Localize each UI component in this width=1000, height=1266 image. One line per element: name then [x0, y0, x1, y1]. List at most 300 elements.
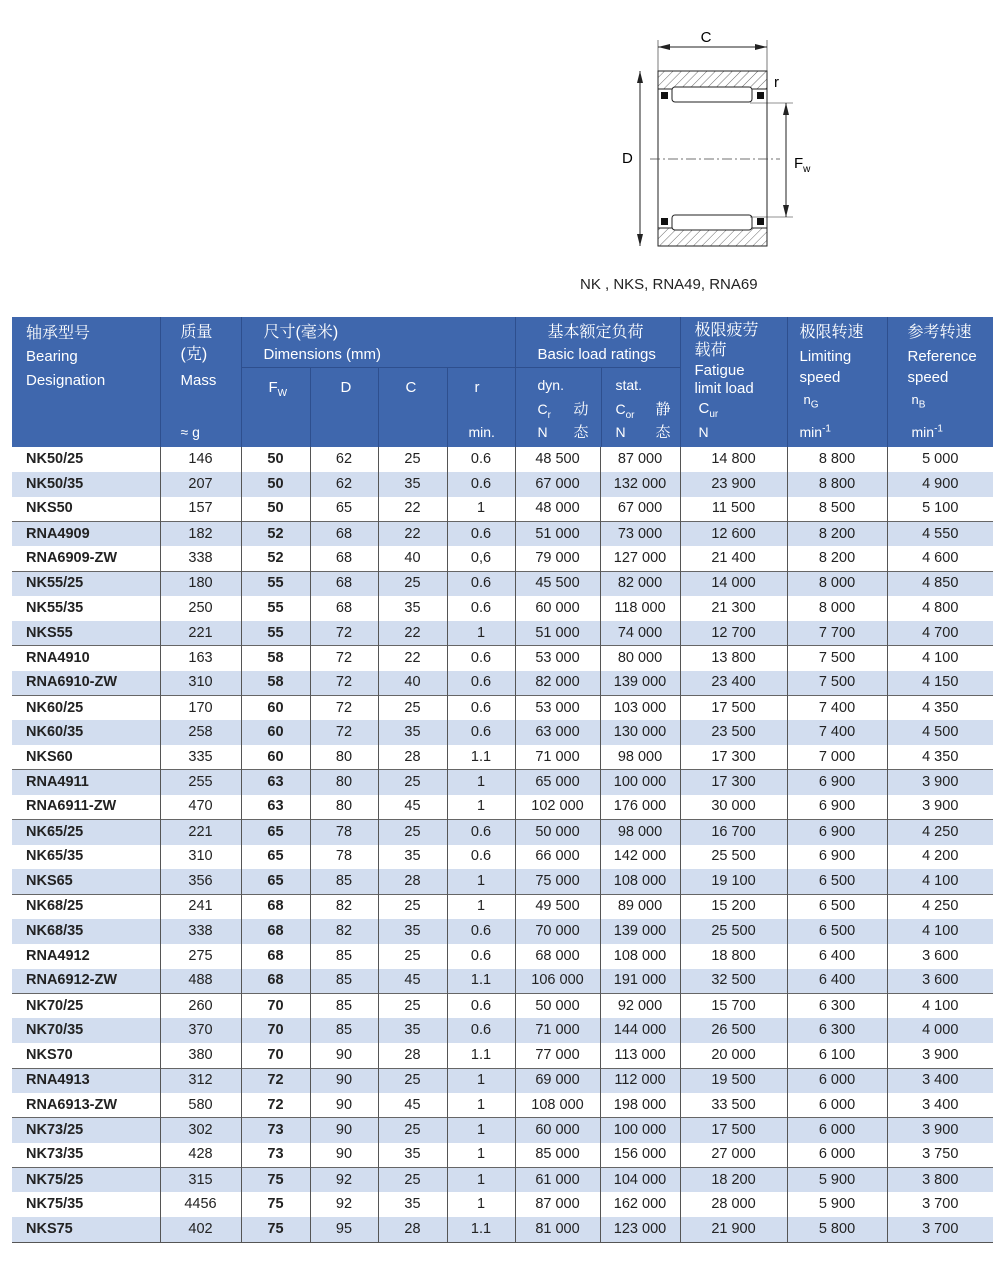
cell-dyn-load: 61 000	[515, 1167, 600, 1192]
cell-d: 72	[310, 646, 378, 671]
cell-designation: RNA6910-ZW	[12, 671, 160, 696]
cell-reference-speed: 3 700	[887, 1192, 993, 1217]
reference-unit: $\min^{-1}$	[911, 423, 943, 440]
cell-fatigue-load: 12 700	[680, 621, 787, 646]
dim-d-header: D	[340, 379, 352, 396]
cell-stat-load: 74 000	[600, 621, 680, 646]
cell-stat-load: 191 000	[600, 969, 680, 994]
cell-r: 0.6	[447, 695, 515, 720]
cell-stat-load: 139 000	[600, 671, 680, 696]
fatigue-en2: limit load	[694, 380, 754, 397]
cell-mass: 207	[160, 472, 241, 497]
cell-designation: NK65/25	[12, 820, 160, 845]
cell-c: 25	[378, 1118, 447, 1143]
table-row	[12, 671, 993, 696]
cell-stat-load: 112 000	[600, 1068, 680, 1093]
cell-designation: RNA4913	[12, 1068, 160, 1093]
table-row	[12, 969, 993, 994]
cell-designation: NK70/25	[12, 994, 160, 1019]
header-dimensions	[241, 317, 515, 447]
cell-fatigue-load: 14 800	[680, 447, 787, 472]
cell-stat-load: 73 000	[600, 522, 680, 547]
bearing-series-caption: NK , NKS, RNA49, RNA69	[580, 276, 758, 293]
cell-dyn-load: 106 000	[515, 969, 600, 994]
cell-c: 25	[378, 695, 447, 720]
header-mass	[160, 317, 241, 447]
cell-r: 1	[447, 770, 515, 795]
cell-fatigue-load: 20 000	[680, 1043, 787, 1068]
cell-designation: NKS65	[12, 869, 160, 894]
cell-fatigue-load: 15 200	[680, 894, 787, 919]
cell-designation: NK73/35	[26, 1146, 84, 1163]
cell-designation: NK68/25	[12, 894, 160, 919]
cell-dyn-load: 85 000	[515, 1143, 600, 1168]
cell-limiting-speed: 6 900	[787, 770, 887, 795]
cell-d: 90	[310, 1093, 378, 1118]
cell-dyn-load: 66 000	[515, 845, 600, 870]
cell-c: 25	[378, 820, 447, 845]
dimensions-en: Dimensions (mm)	[263, 346, 382, 363]
limiting-en2: speed	[799, 369, 841, 386]
cell-d: 68	[310, 546, 378, 571]
cell-limiting-speed: 6 100	[787, 1043, 887, 1068]
cell-c: 22	[378, 621, 447, 646]
cell-mass: 315	[160, 1167, 241, 1192]
cell-dyn-load: 75 000	[515, 869, 600, 894]
cell-fw: 72	[241, 1093, 310, 1118]
cell-stat-load: 144 000	[600, 1018, 680, 1043]
cell-limiting-speed: 5 900	[787, 1167, 887, 1192]
cell-limiting-speed: 6 000	[787, 1093, 887, 1118]
cell-fw: 50	[241, 447, 310, 472]
cell-fw: 52	[241, 522, 310, 547]
cell-stat-load: 113 000	[600, 1043, 680, 1068]
cell-fatigue-load: 19 100	[680, 869, 787, 894]
table-row	[12, 472, 993, 497]
cell-c: 35	[378, 472, 447, 497]
cell-dyn-load: 108 000	[515, 1093, 600, 1118]
load-en: Basic load ratings	[537, 346, 656, 363]
table-row	[12, 695, 993, 720]
reference-en2: speed	[907, 369, 949, 386]
table-row	[12, 1167, 993, 1192]
cell-dyn-load: 53 000	[515, 646, 600, 671]
table-row	[12, 571, 993, 596]
cell-r: 0.6	[447, 919, 515, 944]
cell-fw: 63	[241, 795, 310, 820]
cell-mass: 170	[160, 695, 241, 720]
cell-designation: NK73/25	[12, 1118, 160, 1143]
cell-designation: NKS55	[12, 621, 160, 646]
cell-limiting-speed: 7 700	[787, 621, 887, 646]
cell-dyn-load: 71 000	[515, 1018, 600, 1043]
cell-dyn-load: 70 000	[515, 919, 600, 944]
cell-c: 35	[378, 919, 447, 944]
cell-fatigue-load: 17 500	[680, 1118, 787, 1143]
cell-dyn-load: 60 000	[515, 596, 600, 621]
cell-d: 72	[310, 695, 378, 720]
table-row	[12, 596, 993, 621]
cell-d: 92	[310, 1192, 378, 1217]
table-row	[12, 795, 993, 820]
load-stat-zh1: 静	[655, 401, 671, 418]
cell-fw: 60	[241, 745, 310, 770]
cell-limiting-speed: 5 900	[787, 1192, 887, 1217]
cell-designation: RNA6912-ZW	[12, 969, 160, 994]
cell-mass: 356	[160, 869, 241, 894]
cell-r: 1	[447, 1068, 515, 1093]
cell-mass: 146	[160, 447, 241, 472]
cell-designation: RNA6913-ZW	[26, 1096, 118, 1113]
cell-c: 28	[378, 869, 447, 894]
dim-r-header: r	[474, 379, 480, 396]
dimensions-zh: 尺寸(毫米)	[263, 324, 339, 341]
cell-fw: 65	[241, 845, 310, 870]
bearing-spec-table	[12, 317, 993, 1243]
header-basic-load-ratings	[515, 317, 680, 447]
cell-c: 45	[378, 795, 447, 820]
cell-d: 95	[310, 1217, 378, 1242]
cell-fw: 55	[241, 621, 310, 646]
cell-fw: 52	[241, 546, 310, 571]
cell-fw: 70	[241, 994, 310, 1019]
cell-dyn-load: 50 000	[515, 820, 600, 845]
cell-dyn-load: 82 000	[515, 671, 600, 696]
cell-c: 28	[378, 1043, 447, 1068]
cell-dyn-load: 48 500	[515, 447, 600, 472]
cell-c: 45	[378, 969, 447, 994]
cell-mass: 157	[160, 497, 241, 522]
table-row	[12, 745, 993, 770]
table-row	[12, 447, 993, 472]
cell-r: 0.6	[447, 447, 515, 472]
cell-dyn-load: 48 000	[515, 497, 600, 522]
cell-designation: NK68/35	[12, 919, 160, 944]
cell-fatigue-load: 27 000	[680, 1143, 787, 1168]
load-cr: $C_r$	[537, 401, 551, 421]
cell-fw: 58	[241, 646, 310, 671]
cell-d: 90	[310, 1068, 378, 1093]
cell-mass: 241	[160, 894, 241, 919]
table-row	[12, 1143, 993, 1168]
cell-designation: NKS50	[26, 500, 73, 517]
cell-c: 25	[378, 571, 447, 596]
cell-designation: NKS60	[26, 748, 73, 765]
cell-fw: 75	[241, 1192, 310, 1217]
reference-en1: Reference	[907, 348, 977, 365]
cell-limiting-speed: 8 800	[787, 447, 887, 472]
cell-dyn-load: 102 000	[515, 795, 600, 820]
cell-mass: 182	[160, 522, 241, 547]
cell-fatigue-load: 23 900	[680, 472, 787, 497]
cell-r: 1.1	[447, 1043, 515, 1068]
cell-d: 72	[310, 671, 378, 696]
cell-limiting-speed: 8 800	[787, 472, 887, 497]
mass-unit: ≈ g	[180, 424, 200, 440]
cell-d: 65	[310, 497, 378, 522]
cell-dyn-load: 67 000	[515, 472, 600, 497]
cell-fw: 50	[241, 497, 310, 522]
cell-fatigue-load: 26 500	[680, 1018, 787, 1043]
table-row	[12, 1093, 993, 1118]
cell-mass: 338	[160, 546, 241, 571]
cell-c: 28	[378, 745, 447, 770]
table-row	[12, 845, 993, 870]
cell-fw: 72	[241, 1068, 310, 1093]
cell-designation: NK50/35	[12, 472, 160, 497]
cell-d: 68	[310, 571, 378, 596]
cell-r: 1	[447, 894, 515, 919]
limiting-unit: $\min^{-1}$	[799, 423, 831, 440]
limiting-zh: 极限转速	[799, 324, 864, 341]
cell-designation: NK75/25	[12, 1167, 160, 1192]
cell-mass: 580	[160, 1093, 241, 1118]
cell-r: 0.6	[447, 944, 515, 969]
cell-dyn-load: 87 000	[515, 1192, 600, 1217]
cell-c: 25	[378, 894, 447, 919]
fatigue-cu: $C_{ur}$	[698, 400, 719, 420]
cell-mass: 260	[160, 994, 241, 1019]
cell-stat-load: 132 000	[600, 472, 680, 497]
cell-mass: 428	[160, 1143, 241, 1168]
cell-limiting-speed: 7 400	[787, 720, 887, 745]
cell-reference-speed: 4 100	[887, 646, 993, 671]
cell-d: 85	[310, 869, 378, 894]
cell-limiting-speed: 6 300	[787, 1018, 887, 1043]
cell-fw: 68	[241, 894, 310, 919]
cell-reference-speed: 3 750	[887, 1143, 993, 1168]
cell-fw: 68	[241, 969, 310, 994]
cell-limiting-speed: 6 400	[787, 969, 887, 994]
dim-fw-header: $F_W$	[268, 379, 288, 399]
cell-reference-speed: 3 700	[887, 1217, 993, 1242]
cell-limiting-speed: 8 000	[787, 571, 887, 596]
cell-fw: 55	[241, 571, 310, 596]
mass-zh2: (克)	[180, 346, 208, 363]
cell-r: 0.6	[447, 472, 515, 497]
cell-reference-speed: 4 850	[887, 571, 993, 596]
cell-r: 1	[447, 1093, 515, 1118]
cell-fw: 68	[241, 919, 310, 944]
cell-reference-speed: 4 250	[887, 894, 993, 919]
cell-stat-load: 118 000	[600, 596, 680, 621]
cell-r: 1	[447, 497, 515, 522]
fatigue-unit: N	[698, 424, 709, 440]
cell-fw: 73	[241, 1143, 310, 1168]
dim-fw-label: $F_w$	[794, 155, 811, 175]
limiting-en1: Limiting	[799, 348, 852, 365]
load-stat-zh2: 态	[655, 424, 671, 441]
table-row	[12, 770, 993, 795]
cell-limiting-speed: 6 900	[787, 795, 887, 820]
cell-designation: RNA4910	[12, 646, 160, 671]
cell-stat-load: 82 000	[600, 571, 680, 596]
cell-reference-speed: 4 700	[887, 621, 993, 646]
cell-d: 68	[310, 522, 378, 547]
cell-reference-speed: 4 900	[887, 472, 993, 497]
cell-mass: 380	[160, 1043, 241, 1068]
header-designation	[12, 317, 160, 447]
table-row	[12, 522, 993, 547]
cell-r: 0.6	[447, 720, 515, 745]
cell-r: 0.6	[447, 522, 515, 547]
cell-designation: RNA6909-ZW	[26, 550, 118, 567]
cell-d: 85	[310, 944, 378, 969]
cell-mass: 4456	[160, 1192, 241, 1217]
header-limiting-speed	[787, 317, 887, 447]
cell-designation: NK50/25	[26, 450, 84, 467]
cell-r: 1.1	[447, 1217, 515, 1242]
cell-c: 40	[378, 546, 447, 571]
cell-r: 1	[447, 869, 515, 894]
cell-fatigue-load: 17 500	[680, 695, 787, 720]
cell-stat-load: 98 000	[600, 745, 680, 770]
cell-limiting-speed: 7 400	[787, 695, 887, 720]
cell-r: 0.6	[447, 571, 515, 596]
mass-zh1: 质量	[180, 324, 213, 341]
cell-limiting-speed: 6 000	[787, 1143, 887, 1168]
cell-d: 82	[310, 894, 378, 919]
cell-dyn-load: 45 500	[515, 571, 600, 596]
cell-designation: NK75/35	[26, 1196, 84, 1213]
cell-designation: NK55/35	[26, 599, 84, 616]
cell-mass: 221	[160, 621, 241, 646]
cell-limiting-speed: 7 500	[787, 646, 887, 671]
cell-reference-speed: 5 100	[887, 497, 993, 522]
cell-d: 85	[310, 1018, 378, 1043]
cell-c: 40	[378, 671, 447, 696]
cell-r: 0,6	[447, 546, 515, 571]
cell-mass: 310	[160, 671, 241, 696]
cell-reference-speed: 3 800	[887, 1167, 993, 1192]
cell-c: 35	[378, 845, 447, 870]
cell-stat-load: 92 000	[600, 994, 680, 1019]
cell-r: 0.6	[447, 596, 515, 621]
cell-reference-speed: 4 250	[887, 820, 993, 845]
cell-reference-speed: 4 100	[887, 919, 993, 944]
load-cor: $C_{or}$	[615, 401, 635, 421]
cell-d: 80	[310, 770, 378, 795]
header-fatigue-limit-load	[680, 317, 787, 447]
cell-c: 22	[378, 646, 447, 671]
cell-fatigue-load: 11 500	[680, 497, 787, 522]
cell-fw: 60	[241, 720, 310, 745]
cell-d: 80	[310, 795, 378, 820]
cell-reference-speed: 4 500	[887, 720, 993, 745]
cell-designation: NKS70	[26, 1046, 73, 1063]
cell-limiting-speed: 8 000	[787, 596, 887, 621]
load-dyn: dyn.	[537, 377, 564, 393]
cell-dyn-load: 81 000	[515, 1217, 600, 1242]
cell-c: 28	[378, 1217, 447, 1242]
cell-stat-load: 198 000	[600, 1093, 680, 1118]
cell-fatigue-load: 32 500	[680, 969, 787, 994]
cell-c: 22	[378, 497, 447, 522]
cell-d: 62	[310, 447, 378, 472]
table-row	[12, 1217, 993, 1242]
cell-reference-speed: 4 350	[887, 695, 993, 720]
cell-stat-load: 89 000	[600, 894, 680, 919]
cell-r: 0.6	[447, 671, 515, 696]
table-row	[12, 546, 993, 571]
cell-mass: 163	[160, 646, 241, 671]
cell-stat-load: 162 000	[600, 1192, 680, 1217]
cell-fatigue-load: 33 500	[680, 1093, 787, 1118]
cell-stat-load: 108 000	[600, 944, 680, 969]
cell-fatigue-load: 16 700	[680, 820, 787, 845]
cell-fw: 73	[241, 1118, 310, 1143]
cell-limiting-speed: 8 500	[787, 497, 887, 522]
cell-reference-speed: 3 400	[887, 1093, 993, 1118]
cell-reference-speed: 4 100	[887, 869, 993, 894]
cell-mass: 370	[160, 1018, 241, 1043]
cell-r: 1	[447, 1118, 515, 1143]
cell-fatigue-load: 17 300	[680, 745, 787, 770]
cell-mass: 402	[160, 1217, 241, 1242]
cell-limiting-speed: 8 200	[787, 522, 887, 547]
cell-dyn-load: 51 000	[515, 522, 600, 547]
cell-d: 85	[310, 994, 378, 1019]
cell-fatigue-load: 23 500	[680, 720, 787, 745]
cell-fatigue-load: 13 800	[680, 646, 787, 671]
table-row	[12, 820, 993, 845]
cell-mass: 302	[160, 1118, 241, 1143]
cell-stat-load: 108 000	[600, 869, 680, 894]
cell-dyn-load: 53 000	[515, 695, 600, 720]
cell-mass: 335	[160, 745, 241, 770]
cell-mass: 258	[160, 720, 241, 745]
cell-limiting-speed: 6 000	[787, 1068, 887, 1093]
cell-limiting-speed: 6 900	[787, 845, 887, 870]
header-reference-speed	[887, 317, 993, 447]
table-row	[12, 994, 993, 1019]
designation-en2: Designation	[26, 372, 106, 389]
dim-c-header: C	[405, 379, 417, 396]
cell-r: 1	[447, 1167, 515, 1192]
cell-fatigue-load: 25 500	[680, 919, 787, 944]
cell-reference-speed: 3 400	[887, 1068, 993, 1093]
cell-reference-speed: 5 000	[887, 447, 993, 472]
cell-limiting-speed: 6 400	[787, 944, 887, 969]
cell-stat-load: 104 000	[600, 1167, 680, 1192]
cell-fw: 70	[241, 1043, 310, 1068]
table-row	[12, 1068, 993, 1093]
designation-zh: 轴承型号	[26, 325, 91, 342]
cell-d: 62	[310, 472, 378, 497]
cell-fatigue-load: 21 400	[680, 546, 787, 571]
cell-mass: 310	[160, 845, 241, 870]
cell-reference-speed: 4 000	[887, 1018, 993, 1043]
cell-mass: 180	[160, 571, 241, 596]
load-dyn-zh2: 态	[573, 424, 589, 441]
cell-mass: 275	[160, 944, 241, 969]
cell-reference-speed: 3 600	[887, 944, 993, 969]
cell-c: 25	[378, 994, 447, 1019]
cell-designation: RNA6911-ZW	[26, 798, 117, 815]
cell-limiting-speed: 6 000	[787, 1118, 887, 1143]
cell-dyn-load: 49 500	[515, 894, 600, 919]
cell-reference-speed: 4 150	[887, 671, 993, 696]
reference-zh: 参考转速	[907, 324, 972, 341]
cell-c: 35	[378, 1143, 447, 1168]
cell-limiting-speed: 6 500	[787, 919, 887, 944]
cell-d: 82	[310, 919, 378, 944]
cell-fatigue-load: 21 900	[680, 1217, 787, 1242]
cell-fw: 50	[241, 472, 310, 497]
cell-c: 35	[378, 1018, 447, 1043]
table-row	[12, 894, 993, 919]
table-row	[12, 919, 993, 944]
